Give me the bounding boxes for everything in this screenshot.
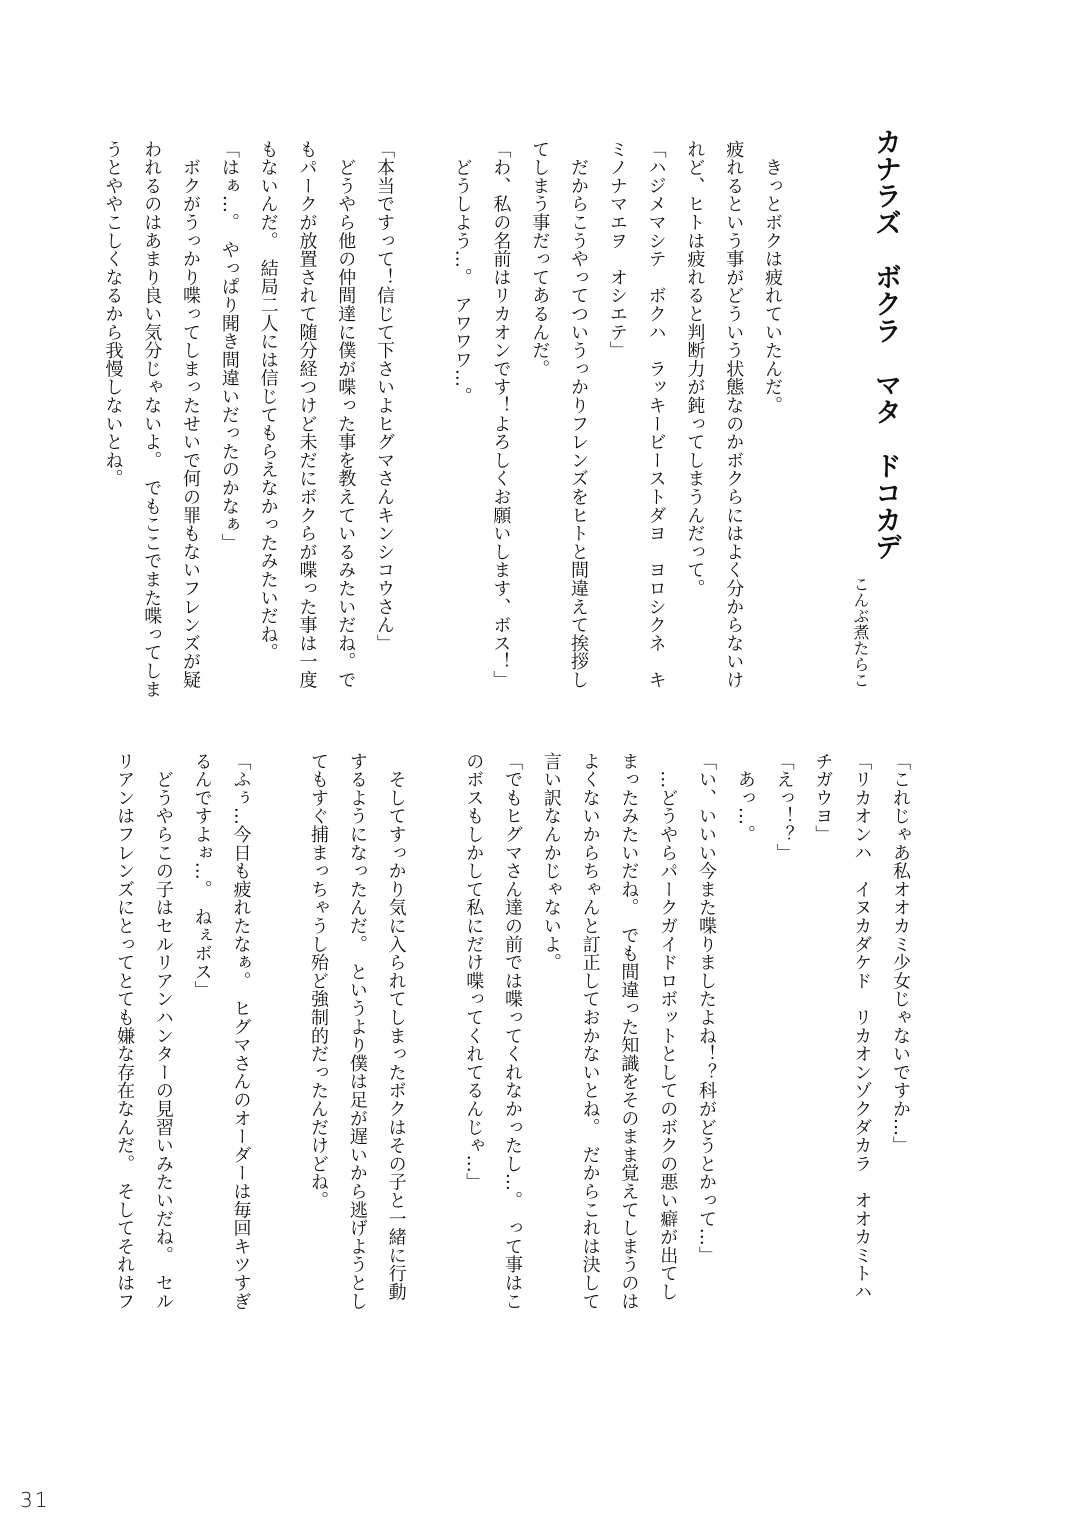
text-line: てもすぐ捕まっちゃうし殆ど強制的だったんだけどね。 <box>308 752 330 1210</box>
text-line: のボスもしかして私にだけ喋ってくれてるんじゃ…」 <box>463 752 485 1192</box>
text-line: チガウヨ」 <box>812 752 834 844</box>
author-name: こんぶ煮たらこ <box>851 576 870 688</box>
text-line: 疲れるという事がどういう状態なのかボクらにはよく分からないけ <box>723 140 745 689</box>
story-title: カナラズ ボクラ マタ ドコカデ <box>870 128 901 560</box>
text-line: どうしよう…。 アワワワ…。 <box>451 140 473 406</box>
text-line: れど、ヒトは疲れると判断力が鈍ってしまうんだって。 <box>684 140 706 598</box>
text-line: ボクがうっかり喋ってしまったせいで何の罪もないフレンズが疑 <box>180 140 202 689</box>
text-line: 「でもヒグマさん達の前では喋ってくれなかったし…。 って事はこ <box>502 752 524 1311</box>
lower-text-block <box>104 752 919 1352</box>
text-line: われるのはあまり良い気分じゃないよ。 でもここでまた喋ってしま <box>141 140 163 699</box>
text-line: 「リカオンハ イヌカダケド リカオンゾクダカラ オオカミトハ <box>851 752 873 1301</box>
text-line: よくないからちゃんと訂正しておかないとね。 だからこれは決して <box>579 752 601 1311</box>
blank-line <box>415 752 454 1352</box>
text-line: きっとボクは疲れていたんだ。 <box>762 140 783 415</box>
text-line: …どうやらパークガイドロボットとしてのボクの悪い癖が出てし <box>657 752 679 1301</box>
text-line: どうやら他の仲間達に僕が喋った事を教えているみたいだね。で <box>335 140 357 689</box>
text-line: まったみたいだね。 でも間違った知識をそのまま覚えてしまうのは <box>618 752 640 1311</box>
upper-text-block <box>93 140 791 700</box>
blank-line <box>259 752 298 1352</box>
text-line: ミノナマエヲ オシエテ」 <box>606 140 628 360</box>
text-line: 言い訳なんかじゃないよ。 <box>540 752 562 972</box>
text-line: 「本当ですって！信じて下さいよヒグマさんキンシコウさん」 <box>374 140 396 653</box>
text-line: 「わ、私の名前はリカオンです！よろしくお願いします、ボス！」 <box>490 140 512 689</box>
text-line: だからこうやってついうっかりフレンズをヒトと間違えて挨拶し <box>568 140 590 689</box>
text-line: うとややこしくなるから我慢しないとね。 <box>102 140 124 488</box>
text-line: 「はぁ…。 やっぱり聞き間違いだったのかなぁ」 <box>218 140 240 552</box>
text-line: するようになったんだ。 というより僕は足が遅いから逃げようとし <box>346 752 368 1311</box>
text-line: そしてすっかり気に入られてしまったボクはその子と一緒に行動 <box>385 752 407 1301</box>
text-line: どうやらこの子はセルリアンハンターの見習いみたいだね。 セル <box>152 752 174 1311</box>
text-line: もないんだ。 結局二人には信じてもらえなかったみたいだね。 <box>257 140 279 662</box>
text-line: 「ふぅ…今日も疲れたなぁ。 ヒグマさんのオーダーは毎回キツすぎ <box>230 752 252 1311</box>
text-line: もパークが放置されて随分経つけど未だにボクらが喋った事は一度 <box>296 140 318 689</box>
text-line: リアンはフレンズにとってとても嫌な存在なんだ。 そしてそれはフ <box>114 752 136 1311</box>
text-line: 「い、いいい今また喋りましたよね！？科がどうとかって…」 <box>696 752 718 1265</box>
text-line: てしまう事だってあるんだ。 <box>529 140 551 378</box>
text-line: あっ…。 <box>734 752 756 844</box>
text-line: 「これじゃあ私オオカミ少女じゃないですか…」 <box>890 752 911 1155</box>
page-number: 31 <box>20 1488 50 1512</box>
text-line: るんですよぉ…。 ねぇボス」 <box>191 752 213 1000</box>
text-line: 「えっ！？」 <box>773 752 795 862</box>
blank-line <box>403 140 442 700</box>
text-line: 「ハジメマシテ ボクハ ラッキービーストダヨ ヨロシクネ キ <box>645 140 667 689</box>
